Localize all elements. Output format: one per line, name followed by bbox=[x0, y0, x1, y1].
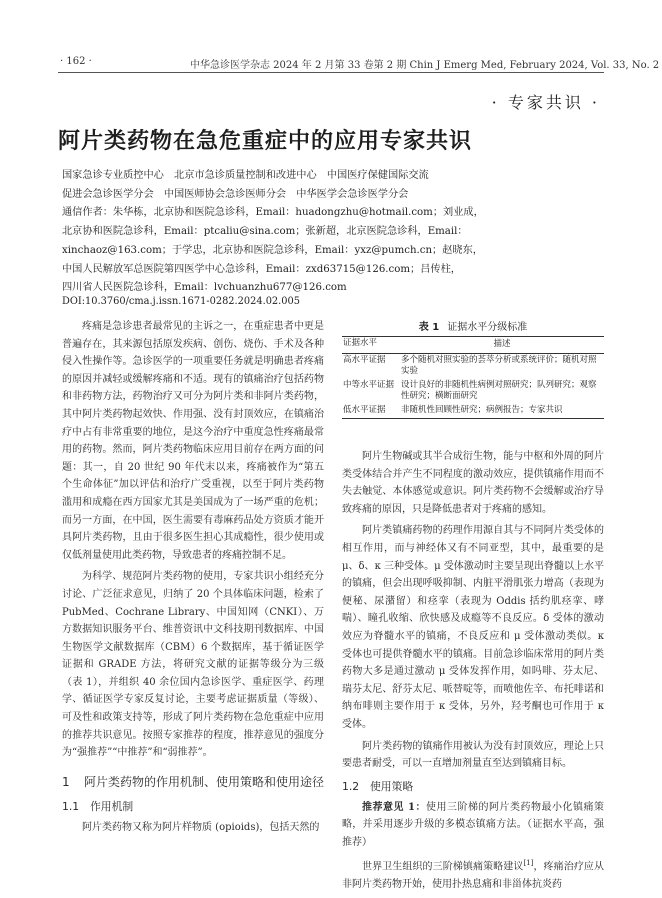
column-label: · 专家共识 · bbox=[491, 93, 600, 112]
body-paragraph: 阿片生物碱或其半合成衍生物，能与中枢和外周的阿片类受体结合并产生不同程度的激动效应，提供镇痛作用而不失去触觉、本体感觉或意识。阿片类药物不会缓解或治疗导致疼痛的原因，只是降低患者对于疼痛的感知。 bbox=[342, 451, 604, 515]
author-block bbox=[62, 167, 602, 298]
right-column bbox=[342, 448, 604, 898]
author-line: xinchaoz@163.com；于学忠，北京协和医院急诊科，Email：yxz@pumch.cn；赵晓东， bbox=[62, 244, 483, 256]
section-number: 1 bbox=[62, 774, 70, 789]
left-column bbox=[62, 318, 324, 840]
body-paragraph: 阿片类药物又称为阿片样物质 (opioids)，包括天然的 bbox=[82, 821, 320, 833]
subsection-number: 1.2 bbox=[342, 779, 360, 793]
table-row bbox=[342, 404, 604, 418]
author-line: 促进会急诊医学分会 中国医师协会急诊医师分会 中华医学会急诊医学分会 bbox=[62, 188, 409, 200]
section-title: 阿片类药物的作用机制、使用策略和使用途径 bbox=[84, 774, 325, 789]
table-cell-level: 中等水平证据 bbox=[343, 379, 395, 390]
page-number: · 162 · bbox=[60, 56, 92, 67]
table-header-cell: 证据水平 bbox=[342, 337, 400, 354]
subsection-number: 1.1 bbox=[62, 799, 80, 813]
recommendation-text: 使用三阶梯的阿片类药物最小化镇痛策略，并采用逐步升级的多模态镇痛方法。（证据水平高，强推荐） bbox=[342, 801, 605, 848]
table-cell-desc: 非随机性回顾性研究；病例报告；专家共识 bbox=[401, 404, 563, 415]
body-text: ，疼痛治疗应从非阿片类药物开始，使用扑热息痛和非甾体抗炎药 bbox=[342, 861, 605, 891]
subsection-heading bbox=[62, 799, 324, 815]
table-cell-level: 高水平证据 bbox=[343, 354, 386, 365]
table-row bbox=[342, 379, 604, 404]
table-number: 表 1 bbox=[418, 322, 440, 333]
author-line: 国家急诊专业质控中心 北京市急诊质量控制和改进中心 中国医疗保健国际交流 bbox=[62, 170, 429, 181]
table-title: 证据水平分级标准 bbox=[447, 322, 528, 333]
author-line: 通信作者：朱华栋，北京协和医院急诊科，Email：huadongzhu@hotmail.com；刘业成， bbox=[62, 207, 484, 219]
body-paragraph: 为科学、规范阿片类药物的使用，专家共识小组经充分讨论、广泛征求意见，归纳了 20 个具体临床问题，检索了 PubMed、Cochrane Library、中国知网（CNKI）、万方数据知识服务平台、维普资讯中文科技期刊数据库、中国生物医学文献数据库（CBM）6 个数据库，基于循证医学证据和 GRADE 方法，将研究文献的证据等级分为三级（表 1），并组织 40 余位国内急诊医学、重症医学、药理学、循证医学专家反复讨论，主要考虑证据质量（等级）、可及性和政策支持等，形成了阿片类药物在急危重症中应用的推荐共识意见。按照专家推荐的程度，推荐意见的强度分为“强推荐”“中推荐”和“弱推荐”。 bbox=[62, 571, 324, 759]
recommendation bbox=[342, 799, 604, 852]
body-paragraph: 阿片类药物的镇痛作用被认为没有封顶效应，理论上只要患者耐受，可以一直增加剂量直至达到镇痛目标。 bbox=[342, 740, 604, 770]
body-paragraph bbox=[342, 855, 604, 894]
table-header-cell: 描述 bbox=[400, 337, 604, 354]
section-heading bbox=[62, 774, 324, 791]
table-caption bbox=[342, 318, 604, 333]
recommendation-label: 推荐意见 1： bbox=[362, 801, 426, 813]
doi: DOI:10.3760/cma.j.issn.1671-0282.2024.02.005 bbox=[62, 296, 300, 307]
table bbox=[342, 336, 604, 419]
table-cell-desc: 多个随机对照实验的荟萃分析或系统评价；随机对照实验 bbox=[401, 354, 597, 377]
body-paragraph: 阿片类镇痛药物的药理作用源自其与不同阿片类受体的相互作用，而与神经体又有不同亚型，其中，最重要的是 μ、δ、κ 三种受体。μ 受体激动时主要呈现出脊髓以上水平的镇痛，但会出现呼吸抑制、内脏平滑肌张力增高（表现为便秘、尿潴留）和痉挛（表现为 Oddis 括约肌痉挛、哮喘）、瞳孔收缩、欣快感及成瘾等不良反应。δ 受体的激动效应为脊髓水平的镇痛，不良反应和 μ 受体激动类似。κ 受体也可提供脊髓水平的镇痛。目前急诊临床常用的阿片类药物大多是通过激动 μ 受体发挥作用，如吗啡、芬太尼、瑞芬太尼、舒芬太尼、哌替啶等，而喷他佐辛、布托啡诺和纳布啡则主要作用于 κ 受体，另外，羟考酮也可作用于 κ 受体。 bbox=[342, 525, 604, 730]
table-row bbox=[342, 353, 604, 379]
citation-ref[interactable]: [1] bbox=[523, 859, 534, 868]
header-rule bbox=[58, 72, 604, 73]
author-line: 北京协和医院急诊科，Email：ptcaliu@sina.com；张新超，北京医院急诊科，Email： bbox=[62, 226, 468, 238]
author-line: 四川省人民医院急诊科，Email：lvchuanzhu677@126.com bbox=[62, 282, 347, 294]
subsection-title: 作用机制 bbox=[90, 799, 134, 813]
body-text: 世界卫生组织的三阶梯镇痛策略建议 bbox=[362, 861, 524, 873]
table-cell-desc: 设计良好的非随机性病例对照研究；队列研究；观察性研究；横断面研究 bbox=[401, 379, 597, 402]
table-header-row bbox=[342, 337, 604, 354]
article-title: 阿片类药物在急危重症中的应用专家共识 bbox=[58, 129, 473, 154]
journal-header: 中华急诊医学杂志 2024 年 2 月第 33 卷第 2 期 Chin J Emerg Med, February 2024, Vol. 33, No. 2 bbox=[190, 60, 660, 71]
author-line: 中国人民解放军总医院第四医学中心急诊科，Email：zxd63715@126.com；吕传柱， bbox=[62, 263, 461, 275]
subsection-title: 使用策略 bbox=[370, 779, 414, 793]
evidence-table bbox=[342, 318, 604, 419]
subsection-heading bbox=[342, 779, 604, 795]
table-cell-level: 低水平证据 bbox=[343, 404, 386, 415]
body-paragraph: 疼痛是急诊患者最常见的主诉之一，在重症患者中更是普遍存在，其来源包括原发疾病、创伤、烧伤、手术及各种侵入性操作等。急诊医学的一项重要任务就是明确患者疼痛的原因并减轻或缓解疼痛和不适。现有的镇痛治疗包括药物和非药物方法，药物治疗又可分为阿片类和非阿片类药物，其中阿片类药物起效快、作用强、没有封顶效应，在镇痛治疗中占有非常重要的地位，是这今治疗中重度急性疼痛最常用的药物。然而，阿片类药物临床应用目前存在两方面的问题：其一，自 20 世纪 90 年代末以来，疼痛被作为“第五个生命体征”加以评估和治疗广受重视，以至于阿片类药物滥用和成瘾在西方国家尤其是美国成为了一场严重的危机；而另一方面，在中国，医生需要有毒麻药品处方资质才能开具阿片类药物，且由于很多医生担心其成瘾性，很少使用或仅低剂量使用此类药物，导致患者的疼痛控制不足。 bbox=[62, 321, 324, 561]
